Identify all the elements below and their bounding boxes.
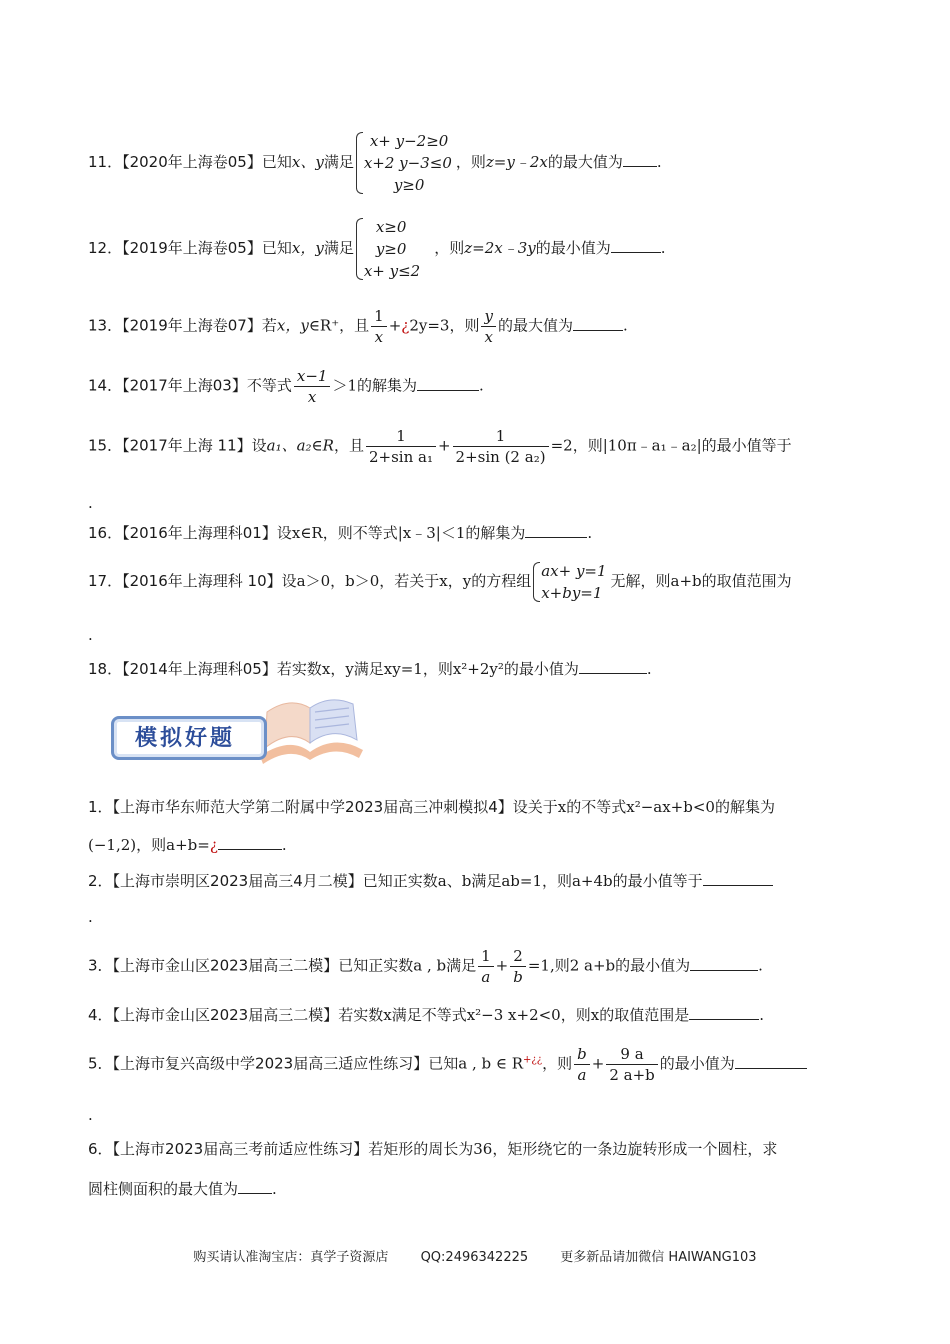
numerator: 1 (478, 946, 494, 967)
answer-blank (218, 835, 282, 850)
text: 设 (251, 436, 267, 455)
numerator: 1 (371, 306, 387, 327)
text: 的最小值为 (659, 1054, 735, 1073)
system-row: x+2 y−3≤0 (363, 154, 452, 172)
text: 若实数x，y满足xy=1，则x²+2y²的最小值为 (276, 660, 579, 678)
superscript: +¿¿ (523, 1054, 543, 1066)
question-18 (88, 658, 652, 680)
question-16 (88, 522, 592, 544)
question-17 (88, 560, 792, 604)
question-12: 12．【2019年上海卷05】已知x，y满足 x≥0 y≥0 x+ y≤2 ，则z=2x﹣3y的最小值为 . (88, 218, 666, 280)
text: . (758, 956, 763, 975)
text: 的最大值为 (497, 316, 573, 335)
numerator: 1 (366, 426, 436, 447)
text: 设a＞0，b＞0，若关于x，y的方程组 (281, 572, 532, 590)
plus-sign: + (495, 956, 509, 975)
variables: x、y (291, 153, 324, 171)
question-source: 【2017年上海 11】 (122, 436, 252, 455)
question-number: 6． (88, 1140, 113, 1158)
text: ，则|10π﹣a₁﹣a₂|的最小值等于 (572, 436, 792, 455)
section-banner (105, 698, 355, 768)
fraction (574, 1044, 590, 1085)
denominator: x (374, 328, 384, 346)
question-number: 2． (88, 872, 113, 890)
question-number: 15． (88, 436, 123, 455)
question-number: 11． (88, 153, 123, 171)
question-source: 【上海市华东师范大学第二附属中学2023届高三冲刺模拟4】 (112, 798, 513, 816)
text: 的最大值为 (547, 153, 623, 171)
question-source: 【上海市金山区2023届高三二模】 (112, 956, 339, 975)
fraction (453, 426, 549, 467)
answer-blank (525, 523, 587, 538)
text: 圆柱侧面积的最大值为 (88, 1180, 239, 1198)
expression: z=2x﹣3y (464, 239, 536, 257)
question-number: 14． (88, 376, 123, 395)
text: 2y=3，则 (409, 316, 480, 335)
text: 满足 (323, 153, 354, 171)
question-number: 16． (88, 524, 123, 542)
question-number: 18． (88, 660, 123, 678)
answer-blank (690, 956, 758, 971)
answer-blank (238, 1179, 272, 1194)
footer-qq: QQ:2496342225 (420, 1250, 529, 1265)
text: . (646, 660, 652, 678)
unknown-glyph: ¿ (209, 836, 218, 854)
text: ，则 (542, 1054, 573, 1073)
answer-blank (611, 238, 661, 253)
system-row: y≥0 (375, 240, 407, 258)
variables: x，y (291, 239, 324, 257)
denominator: 2+sin a₁ (368, 448, 433, 466)
question-source: 【2020年上海卷05】 (122, 153, 262, 171)
question-source: 【2016年上海理科01】 (122, 524, 277, 542)
fraction (510, 946, 526, 987)
text: . (272, 1180, 277, 1198)
question-source: 【上海市2023届高三考前适应性练习】 (112, 1140, 369, 1158)
text: 已知a , b ∈ R (428, 1054, 524, 1073)
question-number: 13． (88, 316, 123, 335)
expression: z=y﹣2x (485, 153, 548, 171)
system-row: ax+ y=1 (541, 562, 607, 580)
denominator: a (481, 968, 491, 986)
answer-blank (689, 1005, 759, 1020)
text: ＞1的解集为 (332, 376, 417, 395)
answer-blank (703, 871, 773, 886)
system-row: x+ y−2≥0 (369, 132, 449, 150)
numerator: b (574, 1044, 590, 1065)
system-row: y≥0 (393, 176, 425, 194)
denominator: a (577, 1066, 587, 1084)
question-source: 【上海市金山区2023届高三二模】 (112, 1006, 339, 1024)
fraction (478, 946, 494, 987)
question-15 (88, 426, 792, 467)
equation-system (533, 560, 606, 604)
answer-blank (417, 376, 479, 391)
variables: a₁、a₂∈R (266, 436, 334, 455)
text: 的最小值为 (535, 239, 611, 257)
numerator: 2 (510, 946, 526, 967)
question-source: 【上海市崇明区2023届高三4月二模】 (112, 872, 363, 890)
text: 满足 (323, 239, 354, 257)
question-14: 14．【2017年上海03】不等式 $\frac{x-1}{x}$ ＞1的解集为 . (88, 367, 484, 406)
mock-question-2-continuation: . (88, 908, 93, 926)
question-source: 【2019年上海卷07】 (122, 316, 262, 335)
plus-sign: + (388, 316, 402, 335)
question-source: 【2016年上海理科 10】 (122, 572, 282, 590)
section-title: 模拟好题 (135, 726, 236, 751)
answer-blank (623, 152, 657, 167)
answer-blank (735, 1054, 807, 1069)
question-number: 4． (88, 1006, 113, 1024)
numerator: y (481, 306, 495, 327)
equation-system (356, 216, 420, 282)
fraction (294, 366, 331, 407)
mock-question-2 (88, 870, 773, 892)
denominator: x (484, 328, 493, 346)
text: 若实数x满足不等式x²−3 x+2<0，则x的取值范围是 (338, 1006, 690, 1024)
mock-question-5 (88, 1044, 807, 1085)
question-number: 3． (88, 956, 113, 975)
system-row: x≥0 (375, 218, 407, 236)
text: 已知 (261, 239, 292, 257)
question-number: 12． (88, 239, 123, 257)
text: 无解，则a+b的取值范围为 (610, 572, 792, 590)
fraction (481, 306, 495, 347)
text: . (759, 1006, 764, 1024)
mock-question-5-continuation: . (88, 1106, 93, 1124)
footer-shop: 购买请认准淘宝店：真学子资源店 (193, 1250, 389, 1265)
variables: x，y (276, 316, 309, 335)
text: 若 (261, 316, 277, 335)
question-17-continuation: . (88, 626, 93, 644)
denominator: x (307, 388, 317, 406)
mock-question-6-line-2 (88, 1178, 277, 1200)
denominator: 2 a+b (609, 1066, 655, 1084)
page-footer (0, 1246, 950, 1265)
question-number: 5． (88, 1054, 113, 1073)
equation-system (356, 130, 452, 196)
text: 若矩形的周长为36，矩形绕它的一条边旋转形成一个圆柱，求 (368, 1140, 778, 1158)
text: ，则 (434, 239, 465, 257)
question-number: 1． (88, 798, 113, 816)
text: ∈R⁺，且 (308, 316, 370, 335)
text: 已知 (261, 153, 292, 171)
question-source: 【2019年上海卷05】 (122, 239, 262, 257)
text: 设关于x的不等式x²−ax+b<0的解集为 (512, 798, 775, 816)
answer-blank (579, 659, 647, 674)
numerator: 9 a (606, 1044, 657, 1065)
fraction (371, 306, 387, 347)
text: (−1,2)，则a+b= (88, 836, 210, 854)
text: . (587, 524, 593, 542)
plus-sign: + (591, 1054, 605, 1073)
mock-question-1-line-2 (88, 834, 287, 856)
text: 已知正实数a , b满足 (338, 956, 477, 975)
numerator: x−1 (294, 366, 331, 387)
question-11: 11．【2020年上海卷05】已知x、y满足 x+ y−2≥0 x+2 y−3≤0 y≥0 ，则z=y﹣2x的最大值为 . (88, 132, 662, 194)
text: 已知正实数a、b满足ab=1，则a+4b的最小值等于 (362, 872, 703, 890)
question-source: 【2014年上海理科05】 (122, 660, 277, 678)
mock-question-1 (88, 796, 775, 818)
answer-blank (573, 316, 623, 331)
text: 不等式 (246, 376, 292, 395)
fraction (606, 1044, 657, 1085)
question-13: 13．【2019年上海卷07】若x，y∈R⁺，且 $\frac{1}{x}$ +¿2y=3，则 $\frac{y}{x}$ 的最大值为 . (88, 307, 628, 346)
text: 设x∈R，则不等式|x﹣3|＜1的解集为 (276, 524, 526, 542)
system-row: x+by=1 (541, 584, 603, 602)
mock-question-3 (88, 946, 763, 987)
text: =2 (550, 436, 573, 455)
question-source: 【2017年上海03】 (122, 376, 247, 395)
denominator: b (513, 968, 523, 986)
numerator: 1 (453, 426, 549, 447)
mock-question-6 (88, 1138, 777, 1160)
unknown-glyph: ¿ (401, 316, 410, 335)
text: ，则 (455, 153, 486, 171)
plus-sign: + (437, 436, 451, 455)
mock-question-4 (88, 1004, 764, 1026)
question-15-continuation: . (88, 494, 93, 512)
open-book-icon (255, 698, 365, 768)
footer-wechat: 更多新品请加微信 HAIWANG103 (560, 1250, 757, 1265)
fraction (366, 426, 436, 467)
text: . (281, 836, 287, 854)
text: ，且 (333, 436, 364, 455)
question-source: 【上海市复兴高级中学2023届高三适应性练习】 (112, 1054, 429, 1073)
question-number: 17． (88, 572, 123, 590)
text: =1,则2 a+b的最小值为 (527, 956, 691, 975)
system-row: x+ y≤2 (363, 262, 421, 280)
denominator: 2+sin (2 a₂) (455, 448, 546, 466)
